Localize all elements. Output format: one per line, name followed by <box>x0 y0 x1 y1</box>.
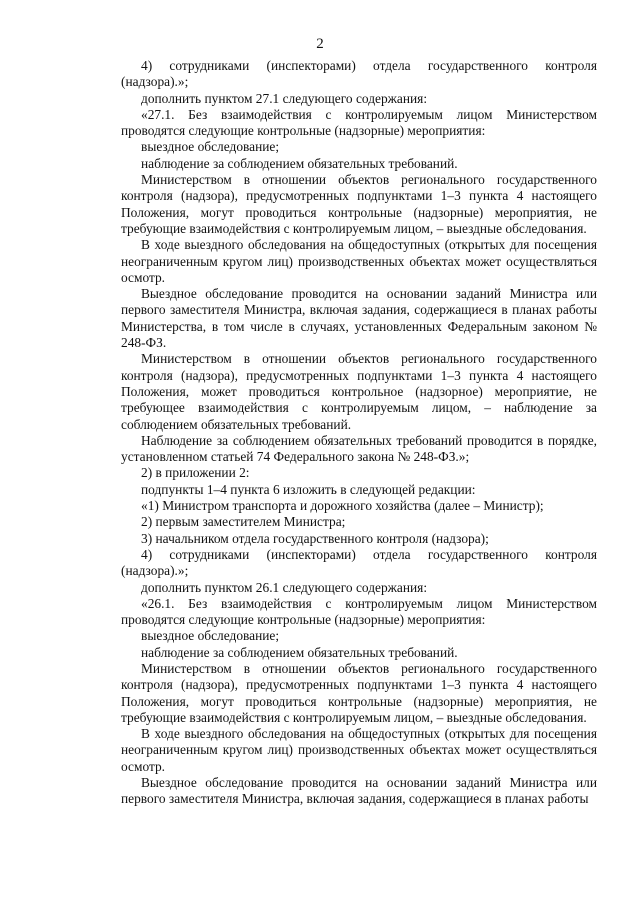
paragraph: 4) сотрудниками (инспекторами) отдела государственного контроля (надзора).»; <box>121 58 597 90</box>
page-number: 2 <box>316 36 324 52</box>
paragraph: 4) сотрудниками (инспекторами) отдела государственного контроля (надзора).»; <box>121 546 597 579</box>
paragraph: «27.1. Без взаимодействия с контролируемым лицом Министерством проводятся следующие контрольные (надзорные) мероприятия: <box>121 106 597 139</box>
paragraph: 2) первым заместителем Министра; <box>141 514 346 530</box>
paragraph: выездное обследование; <box>141 139 280 155</box>
paragraph: Министерством в отношении объектов регионального государственного контроля (надзора), предусмотренных подпунктами 1–3 пункта 4 настоящего Положения, могут проводиться контрольные (надзорные) мероприятия, не требующие взаимодействия с контролируемым лицом, – выездные обследования. <box>121 172 597 236</box>
paragraph: Министерством в отношении объектов регионального государственного контроля (надзора), предусмотренных подпунктами 1–3 пункта 4 настоящего Положения, может проводиться контрольное (надзорное) мероприятие, не требующее взаимодействия с контролируемым лицом, – наблюдение за соблюдением обязательных требований. <box>121 351 597 432</box>
paragraph: дополнить пунктом 27.1 следующего содержания: <box>141 90 428 106</box>
paragraph: 3) начальником отдела государственного контроля (надзора); <box>141 530 489 546</box>
paragraph: 2) в приложении 2: <box>141 465 250 481</box>
paragraph: «1) Министром транспорта и дорожного хозяйства (далее – Министр); <box>141 498 544 514</box>
paragraph: наблюдение за соблюдением обязательных требований. <box>141 644 458 660</box>
paragraph: наблюдение за соблюдением обязательных требований. <box>141 155 458 171</box>
paragraph: В ходе выездного обследования на общедоступных (открытых для посещения неограниченным кругом лиц) производственных объектах может осуществляться осмотр. <box>121 237 597 285</box>
paragraph: Выездное обследование проводится на основании заданий Министра или первого заместителя Министра, включая задания, содержащиеся в планах работы <box>121 775 597 807</box>
paragraph: В ходе выездного обследования на общедоступных (открытых для посещения неограниченным кругом лиц) производственных объектах может осуществляться осмотр. <box>121 726 597 774</box>
paragraph: выездное обследование; <box>141 628 280 644</box>
paragraph: «26.1. Без взаимодействия с контролируемым лицом Министерством проводятся следующие контрольные (надзорные) мероприятия: <box>121 595 597 628</box>
paragraph: подпункты 1–4 пункта 6 изложить в следующей редакции: <box>141 481 476 497</box>
document-body <box>121 58 597 808</box>
paragraph: Наблюдение за соблюдением обязательных требований проводится в порядке, установленном статьей 74 Федерального закона № 248-ФЗ.»; <box>121 432 597 465</box>
paragraph: Министерством в отношении объектов регионального государственного контроля (надзора), предусмотренных подпунктами 1–3 пункта 4 настоящего Положения, могут проводиться контрольные (надзорные) мероприятия, не требующие взаимодействия с контролируемым лицом, – выездные обследования. <box>121 660 597 725</box>
paragraph: Выездное обследование проводится на основании заданий Министра или первого заместителя Министра, включая задания, содержащиеся в планах работы Министерства, в том числе в случаях, установленных Федеральным законом № 248-ФЗ. <box>121 286 597 351</box>
paragraph: дополнить пунктом 26.1 следующего содержания: <box>141 579 428 595</box>
